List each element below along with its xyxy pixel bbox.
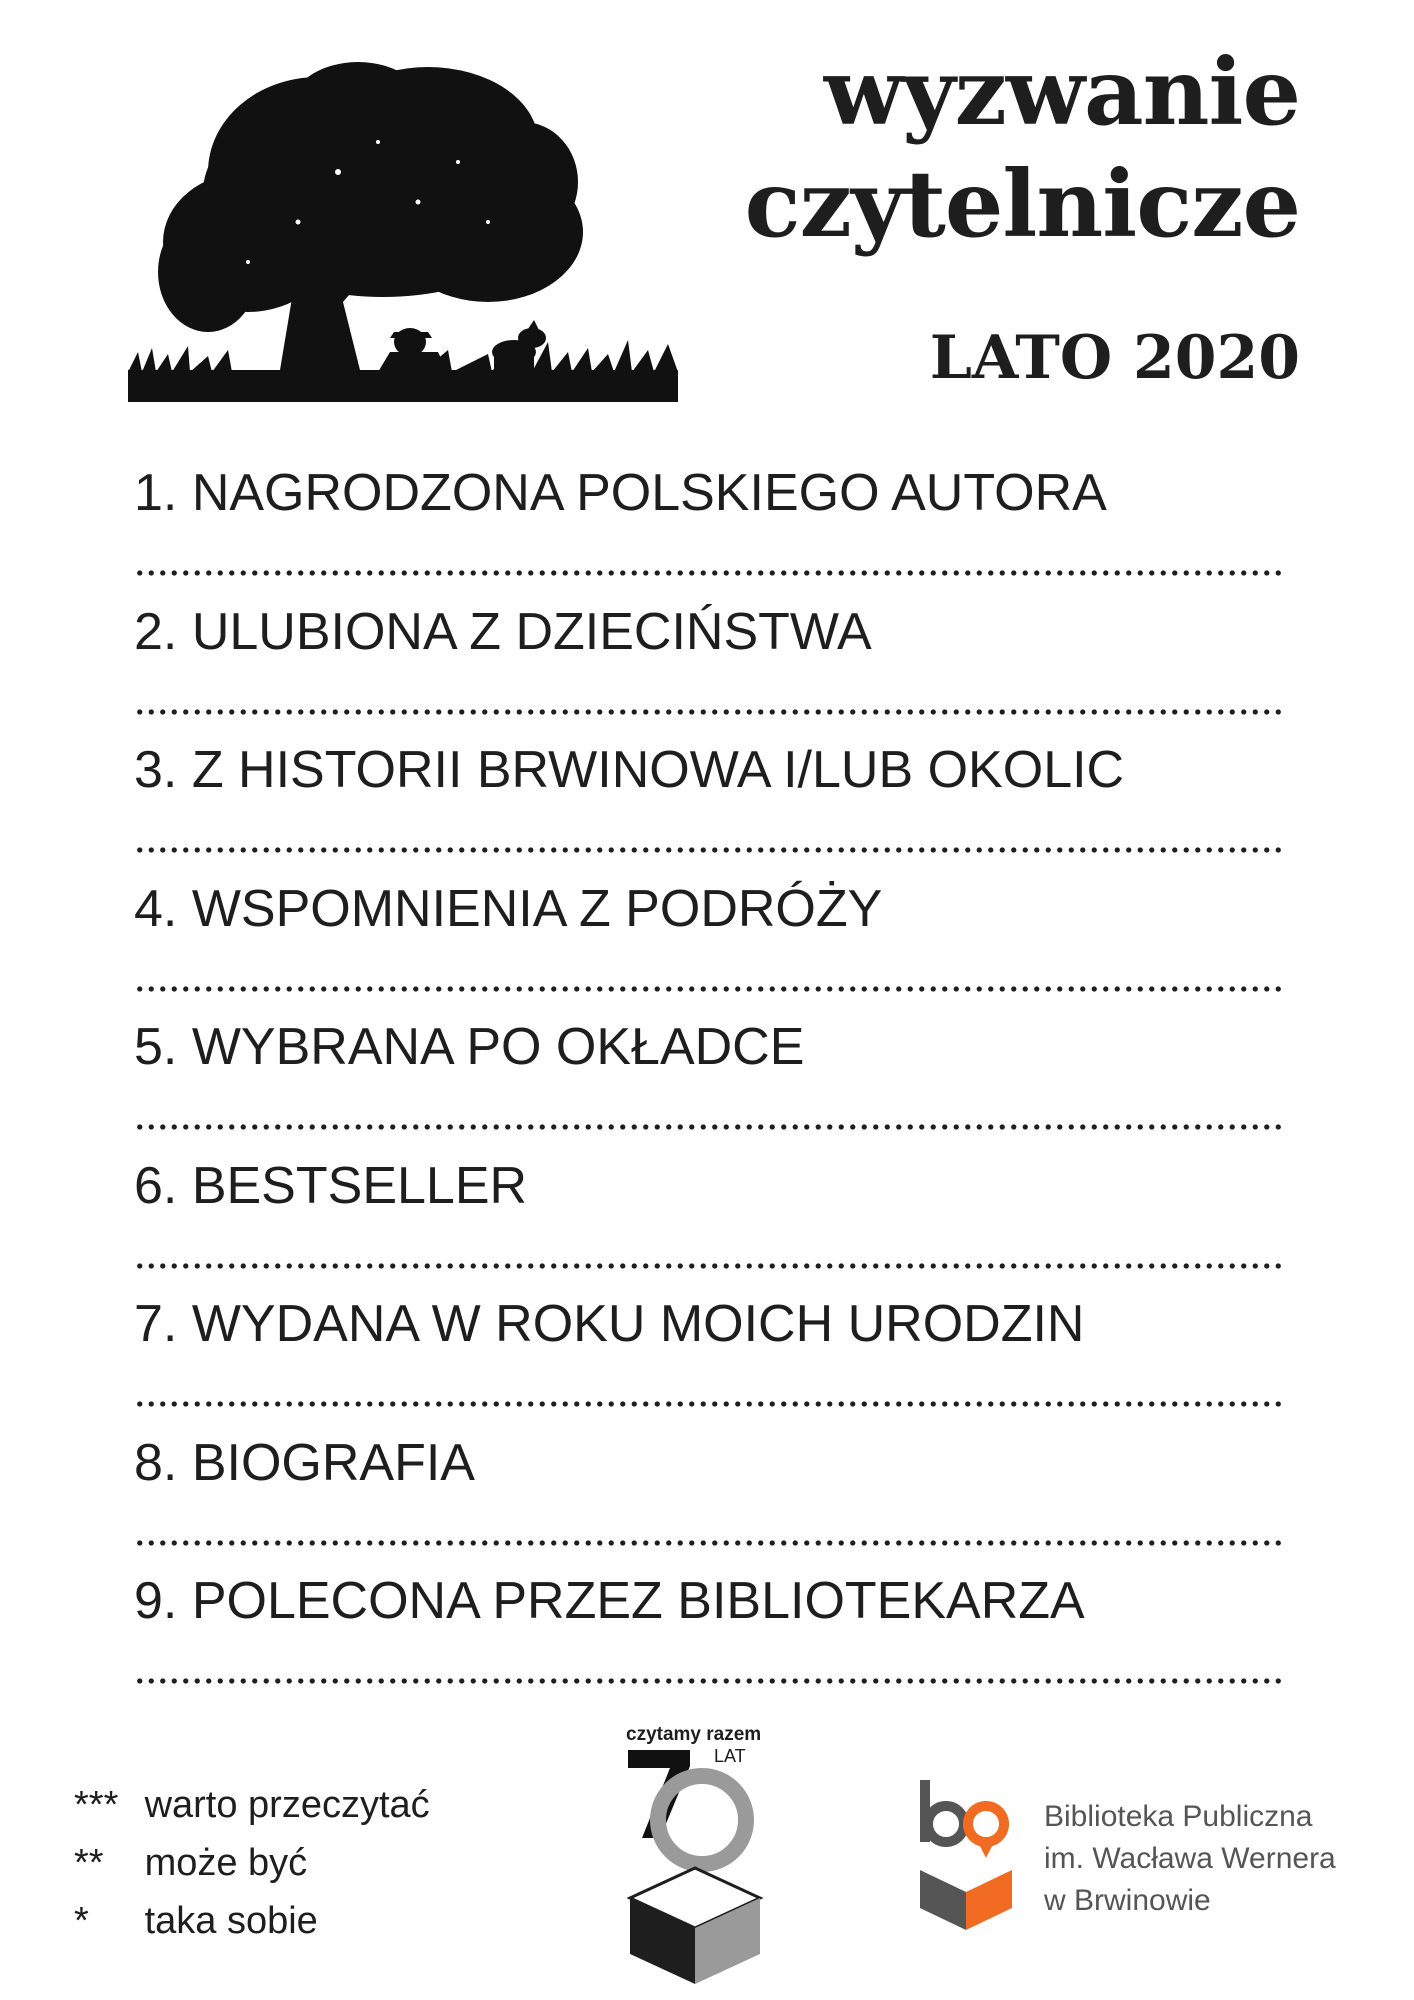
library-name [1044,1796,1336,1922]
legend-row [74,1834,430,1892]
season-label: LATO 2020 [929,323,1300,393]
czytamy-razem-70-lat-logo [620,1718,770,1986]
challenge-item-label: 3. Z HISTORII BRWINOWA I/LUB OKOLIC [134,741,1125,799]
tree-silhouette-with-reader-icon [128,52,678,402]
legend-text: taka sobie [144,1900,318,1942]
answer-line [134,1401,1284,1407]
logo-lat-text: LAT [714,1746,746,1766]
library-name-line-3: w Brwinowie [1044,1884,1211,1917]
answer-line [134,1678,1284,1684]
legend-row [74,1892,430,1950]
legend-row [74,1776,430,1834]
challenge-item [134,1560,1284,1699]
rating-legend [74,1776,430,1950]
legend-stars: ** [74,1842,104,1884]
challenge-list [134,452,1284,1699]
answer-line [134,709,1284,715]
title-line-2: czytelnicze [744,150,1300,258]
challenge-item [134,591,1284,730]
page-title [740,36,1300,260]
legend-text: warto przeczytać [144,1784,430,1826]
challenge-item-label: 6. BESTSELLER [134,1156,528,1215]
answer-line [134,986,1284,992]
challenge-item-label: 8. BIOGRAFIA [134,1433,475,1492]
bp-library-logo [916,1780,1016,1930]
challenge-item-label: 1. NAGRODZONA POLSKIEGO AUTORA [134,464,1107,522]
challenge-item-label: 7. WYDANA W ROKU MOICH URODZIN [134,1295,1085,1353]
logo-czytamy-text: czytamy razem [626,1724,762,1745]
challenge-item [134,1422,1284,1561]
library-name-line-1: Biblioteka Publiczna [1044,1800,1313,1833]
challenge-item [134,1283,1284,1422]
answer-line [134,570,1284,576]
challenge-item [134,1006,1284,1145]
challenge-item [134,452,1284,591]
answer-line [134,1540,1284,1546]
legend-stars: *** [74,1784,119,1826]
challenge-item-label: 4. WSPOMNIENIA Z PODRÓŻY [134,879,883,938]
challenge-item [134,729,1284,868]
legend-text: może być [144,1842,308,1884]
answer-line [134,847,1284,853]
challenge-item-label: 9. POLECONA PRZEZ BIBLIOTEKARZA [134,1572,1085,1630]
title-line-1: wyzwanie [823,38,1300,146]
answer-line [134,1124,1284,1130]
challenge-item [134,868,1284,1007]
challenge-item-label: 5. WYBRANA PO OKŁADCE [134,1018,805,1076]
legend-stars: * [74,1900,89,1942]
library-name-line-2: im. Wacława Wernera [1044,1842,1336,1875]
challenge-item [134,1145,1284,1284]
answer-line [134,1263,1284,1269]
challenge-item-label: 2. ULUBIONA Z DZIECIŃSTWA [134,602,872,661]
